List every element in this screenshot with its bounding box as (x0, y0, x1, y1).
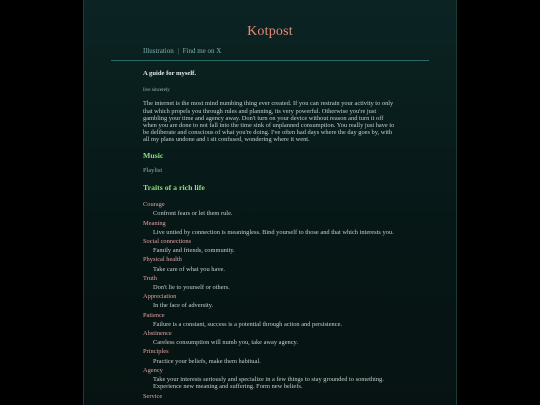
trait-definition: Failure is a constant, success is a potential through action and persistence. (153, 320, 343, 328)
trait-term: Meaning (143, 219, 166, 227)
trait-item (143, 393, 397, 400)
article-paragraph: The internet is the most mind numbing thing ever created. If you can restrain your activity to only that which propels you through rules and planning, its very powerful. Otherwise you're just gambling your time and agency away. Don't turn on your device without reason and turn it off when you are done to not fall into the time sink of unplanned consumption. You really just have to be deliberate and conscious of what you're doing. I've often had days where the day goes by, with all my plans undone and i sit confused, wondering where it went. (143, 100, 395, 144)
page-container (83, 0, 457, 405)
trait-item (143, 201, 397, 217)
trait-term: Patience (143, 311, 165, 319)
playlist-link[interactable]: Playlist (143, 166, 163, 174)
trait-term: Abstinence (143, 330, 172, 338)
article-content (143, 70, 397, 402)
trait-item (143, 275, 397, 291)
nav-illustration-link[interactable]: Illustration (143, 47, 174, 55)
trait-definition: Take care of what you have. (153, 265, 225, 273)
trait-item (143, 220, 397, 236)
trait-definition: In the face of adversity. (153, 302, 214, 310)
trait-term: Agency (143, 366, 163, 374)
trait-definition: Careless consumption will numb you, take away agency. (153, 339, 298, 347)
trait-term: Principles (143, 348, 169, 356)
trait-item (143, 293, 397, 309)
trait-term: Social connections (143, 238, 192, 246)
trait-definition: Family and friends, community. (153, 247, 235, 255)
site-title[interactable]: Kotpost (247, 24, 293, 39)
header-divider (111, 60, 429, 61)
trait-term: Courage (143, 201, 165, 209)
trait-item (143, 256, 397, 272)
trait-definition: Live untied by connection is meaningless. Bind yourself to those and that which interests you. (153, 228, 394, 236)
nav-find-me-link[interactable]: Find me on X (182, 47, 222, 55)
top-nav (143, 47, 221, 55)
trait-item (143, 312, 397, 328)
trait-item (143, 367, 397, 391)
trait-item (143, 238, 397, 254)
article-title: A guide for myself. (143, 70, 196, 77)
trait-term: Physical health (143, 256, 182, 264)
article-note: live sincerely (143, 88, 170, 94)
traits-heading: Traits of a rich life (143, 183, 205, 193)
trait-item (143, 330, 397, 346)
trait-definition: Don't lie to yourself or others. (153, 284, 230, 292)
trait-term: Appreciation (143, 293, 177, 301)
trait-definition: Take your interests seriously and specialize in a few things to stay grounded to something. Experience new meaning and suffering. Form new beliefs. (153, 376, 384, 391)
trait-item (143, 348, 397, 364)
music-heading: Music (143, 150, 164, 160)
trait-definition: Practice your beliefs, make them habitual. (153, 357, 261, 365)
trait-term: Truth (143, 274, 157, 282)
trait-term: Service (143, 392, 163, 400)
nav-separator: | (177, 47, 179, 55)
trait-definition: Confront fears or let them rule. (153, 210, 233, 218)
traits-list (143, 201, 397, 399)
